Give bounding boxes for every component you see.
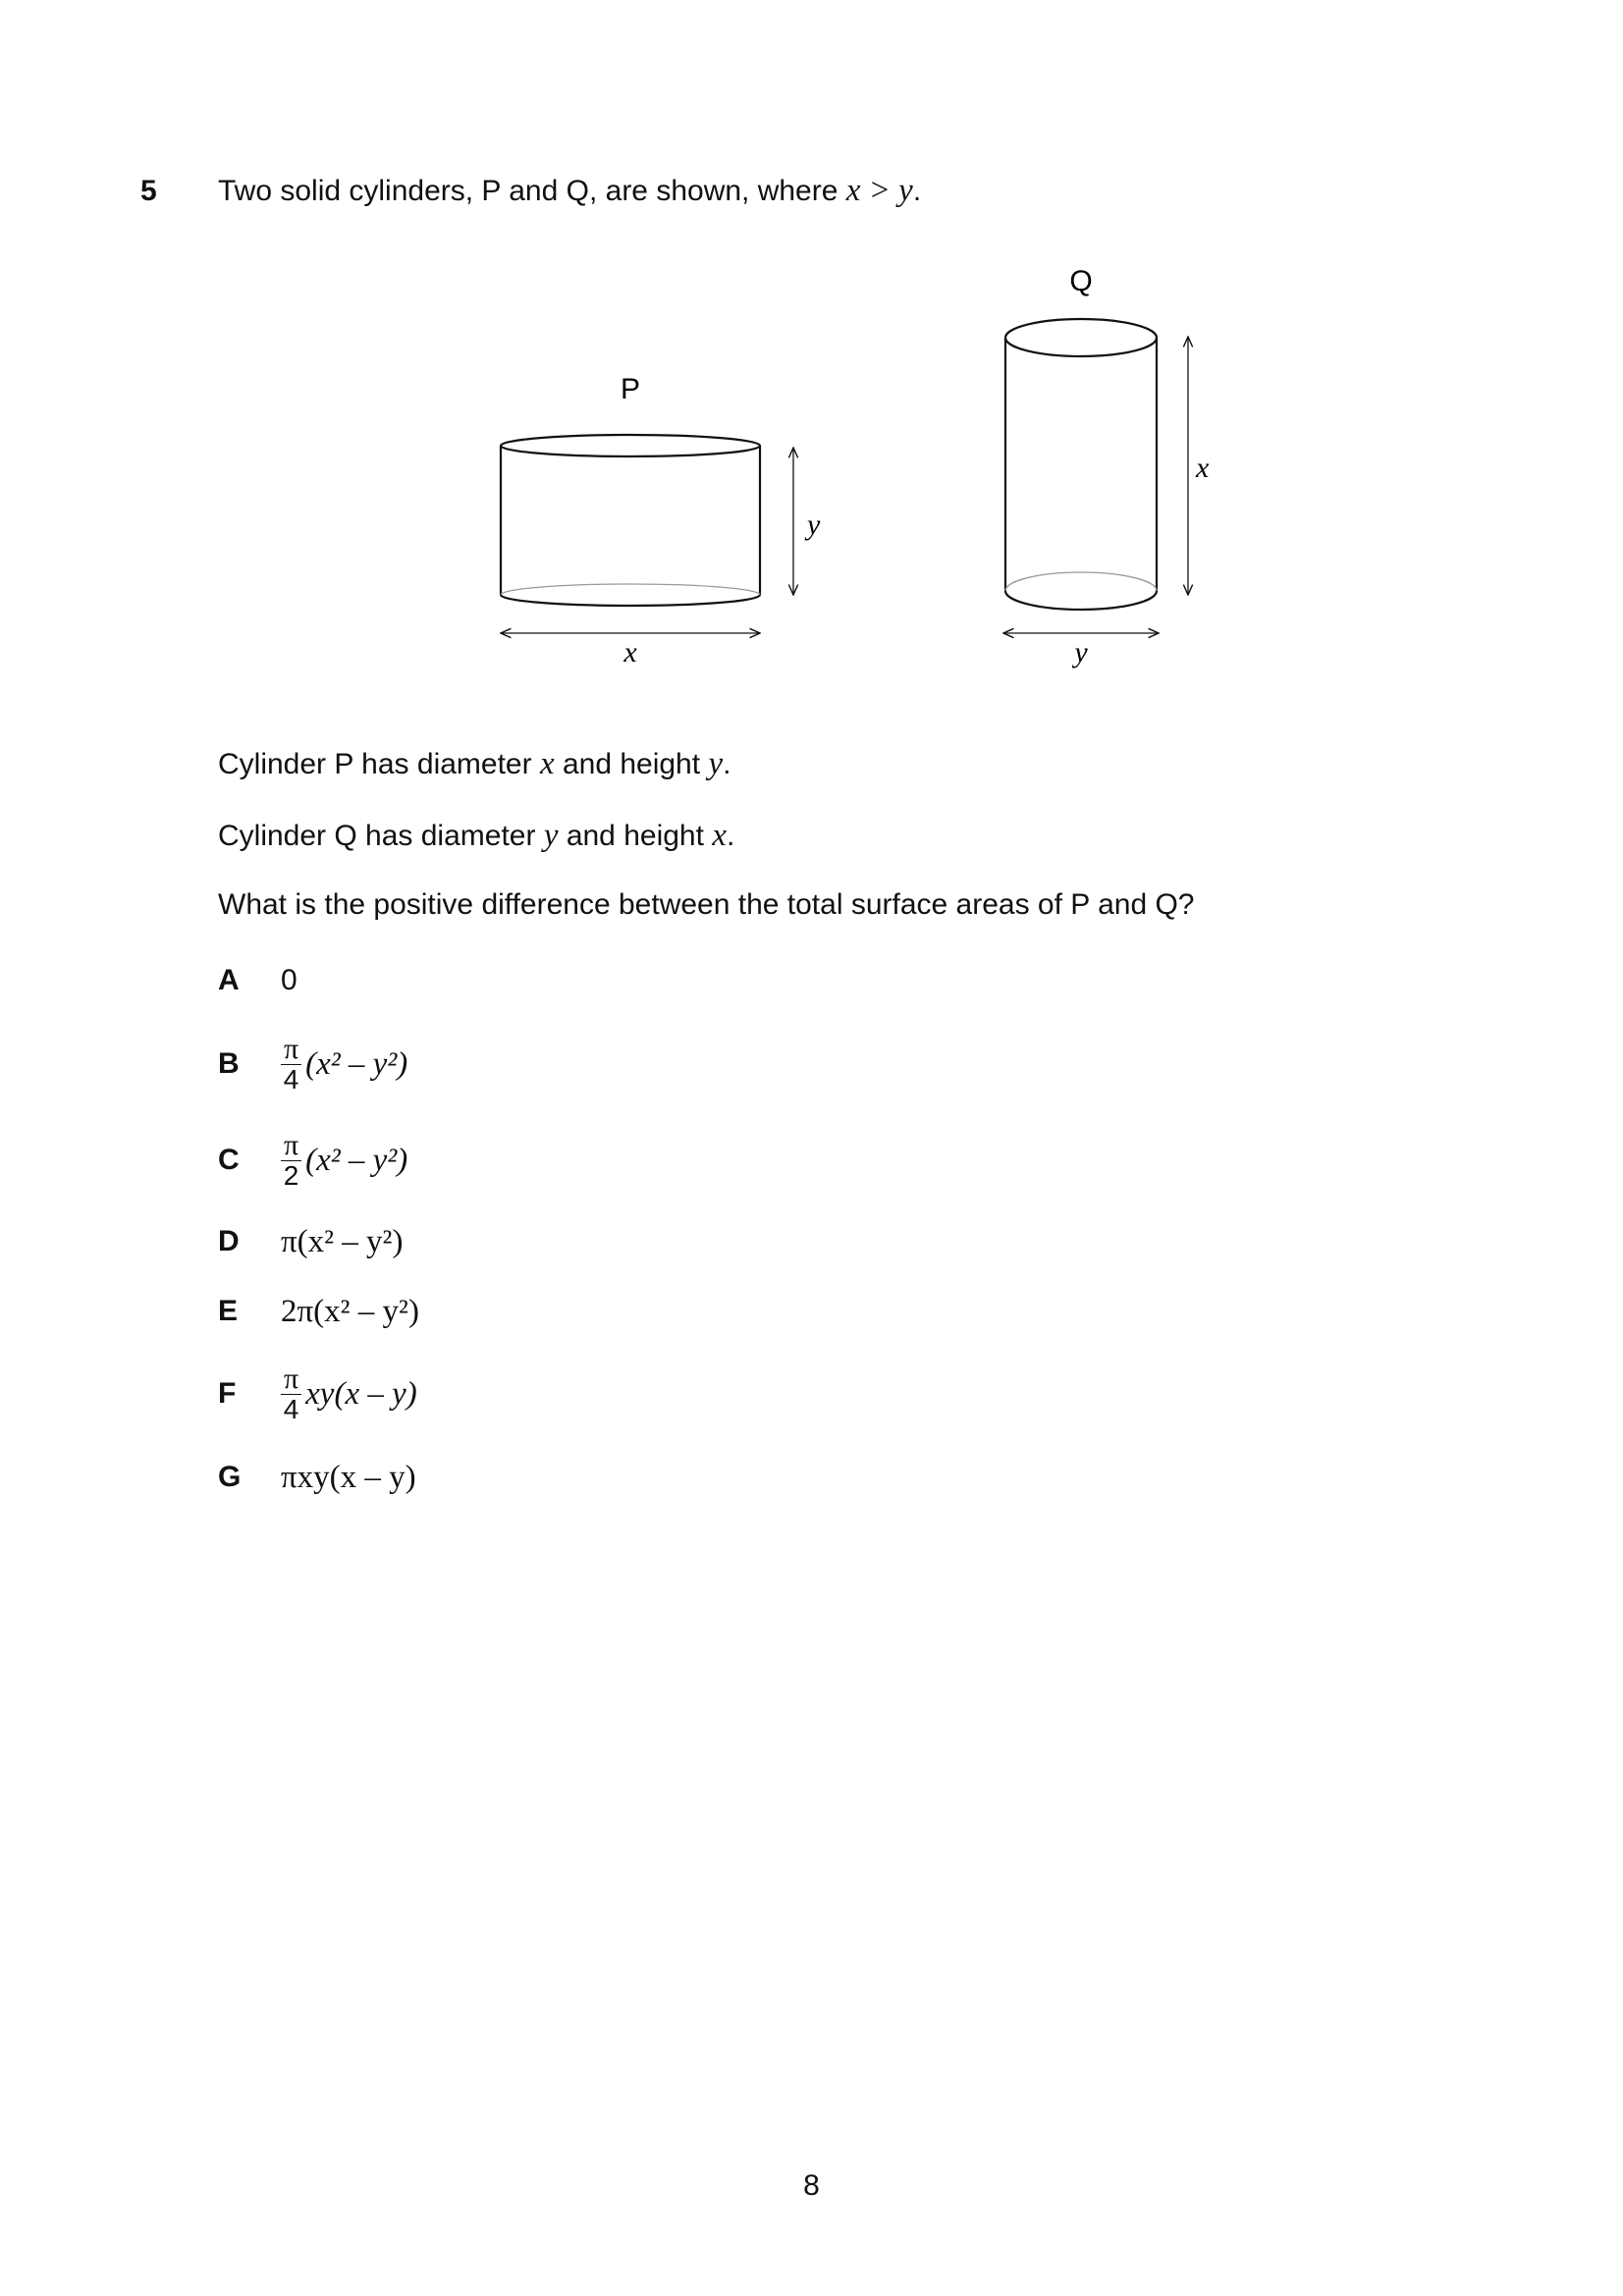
option-letter: E (218, 1295, 239, 1327)
option-letter: F (218, 1377, 237, 1410)
fraction-numerator: π (281, 1364, 301, 1395)
line-q-text-1: Cylinder Q has diameter (218, 820, 536, 852)
fraction (281, 1364, 301, 1424)
fraction-numerator: π (281, 1035, 301, 1065)
fraction-denominator: 4 (283, 1393, 299, 1424)
q-width-label: y (1074, 636, 1088, 668)
fraction (281, 1128, 301, 1191)
option-letter: G (218, 1461, 242, 1493)
option-g-text: πxy(x – y) (281, 1459, 416, 1495)
fraction-denominator: 2 (283, 1159, 299, 1191)
option-a[interactable] (218, 951, 298, 1010)
option-f-expr (281, 1364, 417, 1424)
option-c-expr (281, 1128, 408, 1191)
intro-text: Two solid cylinders, P and Q, are shown, where (218, 175, 839, 207)
line-p-text-2: and height (562, 748, 701, 780)
q-height-label: x (1196, 452, 1210, 484)
line-p-var-y: y (708, 746, 724, 781)
option-e-text: 2π(x² – y²) (281, 1293, 419, 1329)
line-q-var-x: x (712, 818, 727, 853)
option-letter: A (218, 964, 240, 996)
option-c[interactable] (218, 1128, 408, 1191)
fraction-denominator: 4 (283, 1063, 299, 1095)
option-letter: C (218, 1144, 240, 1176)
option-b-text: (x² – y²) (305, 1045, 408, 1082)
p-height-label: y (807, 508, 821, 541)
option-letter: D (218, 1225, 240, 1257)
cylinder-q (1005, 319, 1157, 610)
cylinder-p (501, 435, 760, 606)
option-d-text: π(x² – y²) (281, 1223, 404, 1259)
label-p: P (620, 373, 641, 405)
fraction-numerator: π (281, 1131, 301, 1161)
line-q-text-2: and height (566, 820, 704, 852)
p-width-label: x (623, 636, 637, 668)
page-number: 8 (803, 2169, 820, 2202)
option-e[interactable] (218, 1282, 419, 1341)
label-q: Q (1069, 265, 1093, 297)
option-c-text: (x² – y²) (305, 1142, 408, 1178)
question-text: What is the positive difference between the total surface areas of P and Q? (218, 888, 1195, 921)
question-number: 5 (140, 175, 157, 207)
line-p-text-1: Cylinder P has diameter (218, 748, 532, 780)
option-g[interactable] (218, 1448, 416, 1507)
line-p-var-x: x (539, 746, 555, 781)
cylinders-diagram (0, 0, 1623, 707)
question-intro: Two solid cylinders, P and Q, are shown, where x > y. (218, 173, 922, 208)
line-cylinder-q: Cylinder Q has diameter y and height x. (218, 818, 735, 853)
option-f[interactable] (218, 1364, 417, 1423)
option-d[interactable] (218, 1212, 403, 1271)
intro-condition: x > y (845, 173, 913, 208)
option-letter: B (218, 1047, 240, 1080)
option-b[interactable] (218, 1032, 408, 1095)
fraction (281, 1032, 301, 1095)
line-q-var-y: y (543, 818, 559, 853)
line-cylinder-p: Cylinder P has diameter x and height y. (218, 746, 731, 781)
option-a-text: 0 (281, 964, 298, 996)
option-b-expr (281, 1032, 408, 1095)
option-f-text: xy(x – y) (305, 1375, 417, 1412)
